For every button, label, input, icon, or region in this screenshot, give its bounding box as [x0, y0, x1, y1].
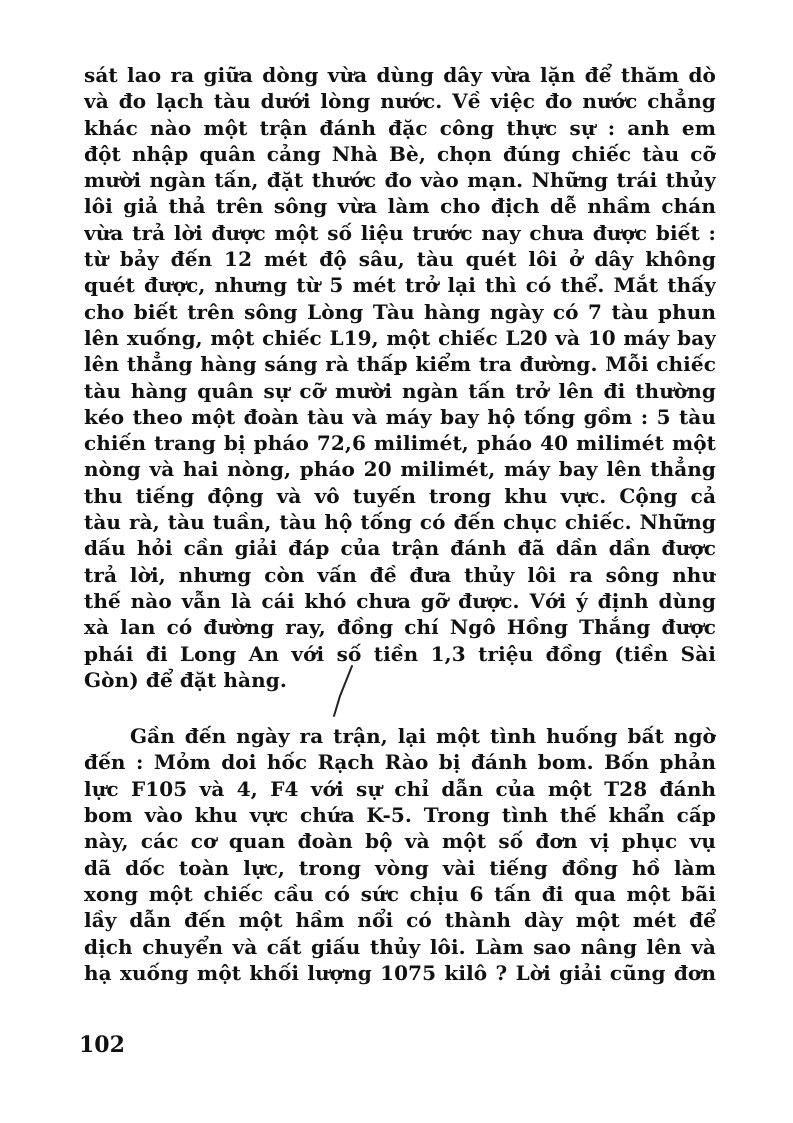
- text-line: đến : Mỏm doi hốc Rạch Rào bị đánh bom. Bốn phản: [84, 750, 716, 775]
- text-line: lầy dẫn đến một hầm nổi có thành dày một mét để: [84, 908, 716, 933]
- text-line: sát lao ra giữa dòng vừa dùng dây vừa lặn để thăm dò: [84, 63, 716, 87]
- text-line: kéo theo một đoàn tàu và máy bay hộ tống gồm : 5 tàu: [84, 404, 716, 429]
- text-line: xong một chiếc cầu có sức chịu 6 tấn đi qua một bãi: [84, 881, 716, 906]
- text-line: và đo lạch tàu dưới lòng nước. Về việc đo nước chẳng: [84, 89, 716, 114]
- page-number: 102: [79, 1032, 125, 1058]
- text-line: trả lời, nhưng còn vấn đề đưa thủy lôi ra sông như: [84, 562, 716, 587]
- text-line: quét được, nhưng từ 5 mét trở lại thì có thể. Mắt thấy: [84, 273, 716, 298]
- text-line: lôi giả thả trên sông vừa làm cho địch dễ nhầm chán: [84, 194, 716, 219]
- text-line: nòng và hai nòng, pháo 20 milimét, máy bay lên thẳng: [84, 457, 716, 482]
- pen-stroke-mark: [326, 662, 366, 722]
- text-line: Gòn) để đặt hàng.: [84, 667, 287, 692]
- text-line: lực F105 và 4, F4 với sự chỉ dẫn của một T28 đánh: [84, 776, 716, 801]
- text-line: cho biết trên sông Lòng Tàu hàng ngày có 7 tàu phun: [84, 299, 716, 324]
- text-line: bom vào khu vực chứa K-5. Trong tình thế khẩn cấp: [84, 803, 716, 828]
- text-line: xà lan có đường ray, đồng chí Ngô Hồng Thắng được: [84, 615, 716, 640]
- text-line: lên xuống, một chiếc L19, một chiếc L20 và 10 máy bay: [84, 325, 716, 350]
- text-line: dấu hỏi cần giải đáp của trận đánh đã dần dần được: [84, 536, 716, 561]
- text-line: Gần đến ngày ra trận, lại một tình huống bất ngờ: [130, 724, 716, 749]
- text-line: thế nào vẫn là cái khó chưa gỡ được. Với ý định dùng: [84, 588, 716, 613]
- text-line: khác nào một trận đánh đặc công thực sự : anh em: [84, 115, 716, 140]
- text-line: từ bảy đến 12 mét độ sâu, tàu quét lôi ở dây không: [84, 247, 716, 272]
- body-text: [84, 62, 716, 986]
- text-line: chiến trang bị pháo 72,6 milimét, pháo 40 milimét một: [84, 431, 716, 456]
- text-line: dã dốc toàn lực, trong vòng vài tiếng đồng hồ làm: [84, 855, 716, 880]
- text-line: này, các cơ quan đoàn bộ và một số đơn vị phục vụ: [84, 829, 716, 854]
- text-line: hạ xuống một khối lượng 1075 kilô ? Lời giải cũng đơn: [84, 960, 716, 985]
- text-line: tàu rà, tàu tuần, tàu hộ tống có đến chục chiếc. Những: [84, 510, 716, 535]
- text-line: thu tiếng động và vô tuyến trong khu vực. Cộng cả: [84, 483, 716, 508]
- text-line: đột nhập quân cảng Nhà Bè, chọn đúng chiếc tàu cỡ: [84, 141, 716, 166]
- text-line: vừa trả lời được một số liệu trước nay chưa được biết :: [84, 220, 716, 245]
- text-line: phái đi Long An với số tiền 1,3 triệu đồng (tiền Sài: [84, 641, 716, 666]
- paragraph-2: [84, 723, 716, 986]
- text-line: lên thẳng hàng sáng rà thấp kiểm tra đường. Mỗi chiếc: [84, 352, 716, 377]
- text-line: dịch chuyển và cất giấu thủy lôi. Làm sao nâng lên và: [84, 934, 716, 959]
- paragraph-1: [84, 62, 716, 693]
- text-line: tàu hàng quân sự cỡ mười ngàn tấn trở lên đi thường: [84, 378, 716, 403]
- text-line: mười ngàn tấn, đặt thước đo vào mạn. Những trái thủy: [84, 168, 716, 193]
